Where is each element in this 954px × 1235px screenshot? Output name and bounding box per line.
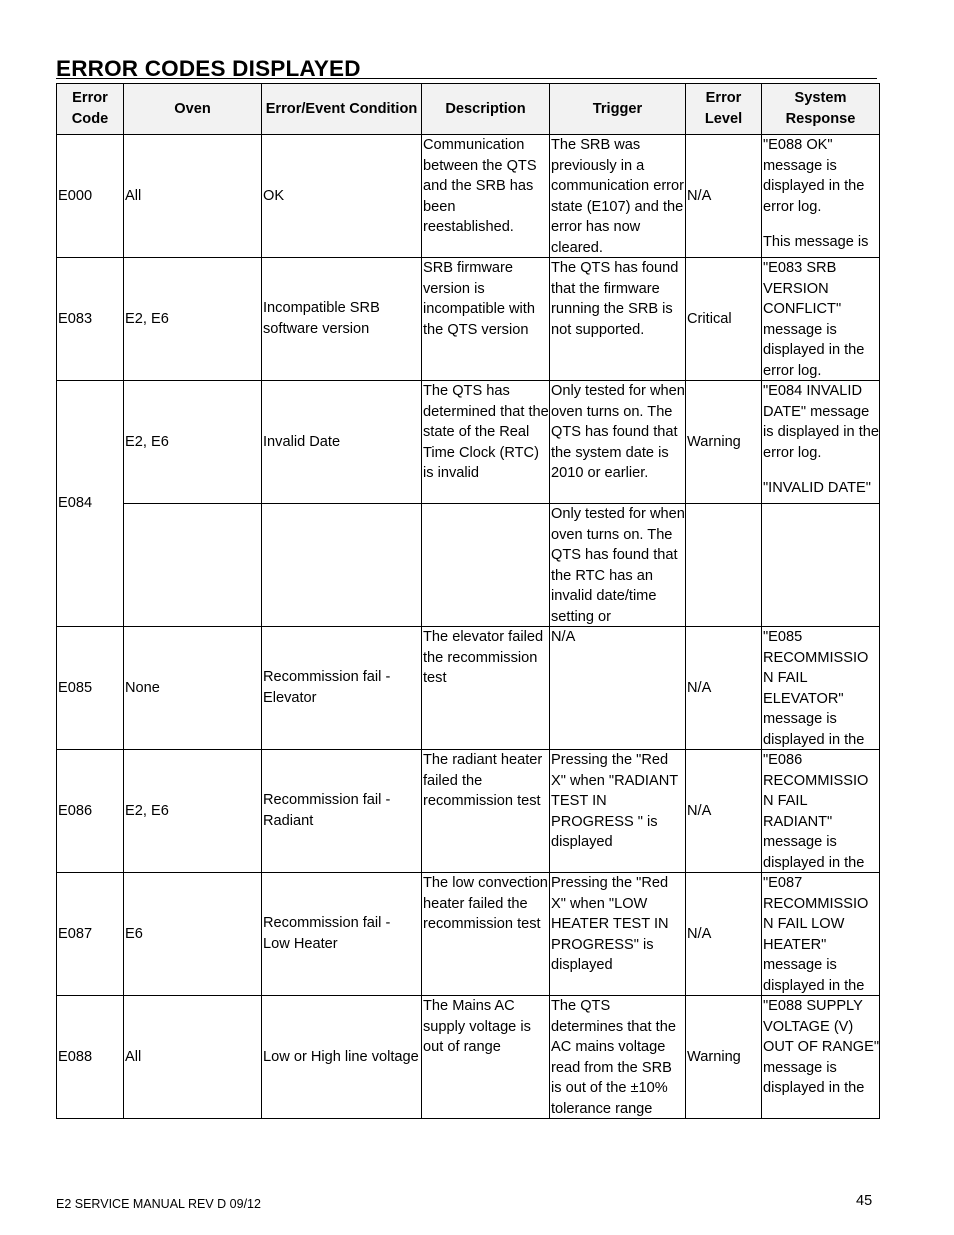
- cell-response: [762, 627, 880, 750]
- trigger-value: Pressing the "Red X" when "RADIANT TEST IN PROGRESS " is displayed: [551, 752, 678, 851]
- description-value: SRB firmware version is incompatible with the QTS version: [423, 260, 535, 338]
- error-code: E000: [58, 187, 93, 204]
- condition-value: Low or High line voltage: [263, 1048, 419, 1065]
- response-text-continued: This message is: [763, 234, 869, 251]
- cell-condition: [262, 750, 422, 873]
- page-number: 45: [856, 1193, 873, 1209]
- cell-level: [686, 381, 762, 504]
- cell-code: [57, 258, 124, 381]
- cell-response: [762, 504, 880, 627]
- table-row: [57, 996, 880, 1119]
- condition-value: Invalid Date: [263, 433, 341, 450]
- cell-code: [57, 135, 124, 258]
- level-value: N/A: [687, 802, 712, 819]
- cell-condition: [262, 258, 422, 381]
- cell-code: [57, 381, 124, 627]
- cell-level: [686, 996, 762, 1119]
- cell-trigger: [550, 135, 686, 258]
- cell-oven: [124, 750, 262, 873]
- cell-condition: [262, 381, 422, 504]
- level-value: Warning: [687, 1048, 741, 1065]
- footer-manual-revision: E2 SERVICE MANUAL REV D 09/12: [56, 1197, 261, 1211]
- response-text-continued: "INVALID DATE": [763, 480, 871, 497]
- cell-trigger: [550, 996, 686, 1119]
- condition-value: Recommission fail - Radiant: [263, 792, 391, 829]
- condition-value: Recommission fail - Low Heater: [263, 915, 391, 952]
- table-row: [57, 504, 880, 627]
- description-value: The QTS has determined that the state of the Real Time Clock (RTC) is invalid: [423, 383, 549, 482]
- trigger-value: The QTS has found that the firmware running the SRB is not supported.: [551, 260, 679, 338]
- oven-value: All: [125, 187, 142, 204]
- level-value: N/A: [687, 925, 712, 942]
- cell-oven: [124, 381, 262, 504]
- cell-condition: [262, 504, 422, 627]
- condition-value: Incompatible SRB software version: [263, 300, 380, 337]
- oven-value: None: [125, 679, 160, 696]
- cell-oven: [124, 996, 262, 1119]
- cell-description: [422, 627, 550, 750]
- table-row: [57, 258, 880, 381]
- cell-level: [686, 873, 762, 996]
- cell-level: [686, 504, 762, 627]
- description-value: The radiant heater failed the recommission test: [423, 752, 543, 810]
- header-oven: Oven: [124, 84, 262, 135]
- description-value: The elevator failed the recommission test: [423, 629, 544, 687]
- cell-level: [686, 750, 762, 873]
- cell-trigger: [550, 504, 686, 627]
- description-value: The Mains AC supply voltage is out of range: [423, 998, 531, 1056]
- cell-code: [57, 996, 124, 1119]
- response-value: [763, 381, 879, 503]
- error-code: E083: [58, 310, 93, 327]
- table-row: [57, 135, 880, 258]
- response-value: "E085 RECOMMISSIO N FAIL ELEVATOR" message is displayed in the: [763, 629, 869, 748]
- condition-value: Recommission fail - Elevator: [263, 669, 391, 706]
- header-condition: Error/Event Condition: [262, 84, 422, 135]
- table-row: [57, 873, 880, 996]
- response-value: "E087 RECOMMISSIO N FAIL LOW HEATER" message is displayed in the: [763, 875, 869, 994]
- header-error-code: Error Code: [57, 84, 124, 135]
- page-title: ERROR CODES DISPLAYED: [56, 56, 361, 81]
- cell-trigger: [550, 750, 686, 873]
- oven-value: All: [125, 1048, 142, 1065]
- cell-response: [762, 996, 880, 1119]
- response-value: [763, 135, 879, 257]
- table-row: [57, 627, 880, 750]
- trigger-value: Only tested for when oven turns on. The QTS has found that the RTC has an invalid date/time setting or: [551, 506, 685, 625]
- cell-description: [422, 873, 550, 996]
- level-value: N/A: [687, 679, 712, 696]
- oven-value: E2, E6: [125, 433, 169, 450]
- cell-oven: [124, 258, 262, 381]
- error-code: E087: [58, 925, 93, 942]
- response-value: "E088 SUPPLY VOLTAGE (V) OUT OF RANGE" message is displayed in the: [763, 998, 879, 1097]
- cell-condition: [262, 627, 422, 750]
- response-text: "E088 OK" message is displayed in the error log.: [763, 137, 865, 215]
- error-code: E085: [58, 679, 93, 696]
- cell-level: [686, 627, 762, 750]
- level-value: Critical: [687, 310, 732, 327]
- trigger-value: The QTS determines that the AC mains voltage read from the SRB is out of the ±10% tolerance range: [551, 998, 676, 1117]
- trigger-value: N/A: [551, 629, 576, 645]
- response-value: "E086 RECOMMISSIO N FAIL RADIANT" message is displayed in the: [763, 752, 869, 871]
- cell-response: [762, 258, 880, 381]
- header-row: [57, 84, 880, 135]
- cell-trigger: [550, 873, 686, 996]
- oven-value: E2, E6: [125, 802, 169, 819]
- cell-response: [762, 381, 880, 504]
- cell-description: [422, 996, 550, 1119]
- oven-value: E2, E6: [125, 310, 169, 327]
- error-codes-table: [56, 83, 880, 1119]
- cell-code: [57, 750, 124, 873]
- cell-description: [422, 381, 550, 504]
- cell-description: [422, 258, 550, 381]
- cell-description: [422, 135, 550, 258]
- oven-value: E6: [125, 925, 143, 942]
- cell-code: [57, 627, 124, 750]
- cell-oven: [124, 135, 262, 258]
- response-text: "E084 INVALID DATE" message is displayed in the error log.: [763, 383, 879, 461]
- cell-condition: [262, 996, 422, 1119]
- cell-trigger: [550, 381, 686, 504]
- cell-description: [422, 504, 550, 627]
- cell-response: [762, 873, 880, 996]
- title-underline: [56, 78, 877, 79]
- condition-value: OK: [263, 187, 285, 204]
- level-value: Warning: [687, 433, 741, 450]
- cell-trigger: [550, 627, 686, 750]
- trigger-value: Only tested for when oven turns on. The QTS has found that the system date is 2010 or earlier.: [551, 383, 685, 482]
- cell-trigger: [550, 258, 686, 381]
- description-value: Communication between the QTS and the SRB has been reestablished.: [423, 137, 537, 236]
- cell-condition: [262, 135, 422, 258]
- cell-description: [422, 750, 550, 873]
- error-code: E084: [58, 495, 93, 512]
- header-system-response: System Response: [762, 84, 880, 135]
- header-trigger: Trigger: [550, 84, 686, 135]
- header-description: Description: [422, 84, 550, 135]
- cell-response: [762, 750, 880, 873]
- trigger-value: The SRB was previously in a communication error state (E107) and the error has now cleared.: [551, 137, 685, 256]
- cell-oven: [124, 873, 262, 996]
- table-row: [57, 750, 880, 873]
- cell-oven: [124, 627, 262, 750]
- cell-level: [686, 258, 762, 381]
- error-code: E088: [58, 1048, 93, 1065]
- trigger-value: Pressing the "Red X" when "LOW HEATER TEST IN PROGRESS" is displayed: [551, 875, 669, 974]
- header-error-level: Error Level: [686, 84, 762, 135]
- response-value: "E083 SRB VERSION CONFLICT" message is displayed in the error log.: [763, 260, 865, 379]
- cell-oven: [124, 504, 262, 627]
- cell-code: [57, 873, 124, 996]
- cell-response: [762, 135, 880, 258]
- description-value: The low convection heater failed the recommission test: [423, 875, 548, 933]
- cell-level: [686, 135, 762, 258]
- error-code: E086: [58, 802, 93, 819]
- cell-condition: [262, 873, 422, 996]
- table-row: [57, 381, 880, 504]
- level-value: N/A: [687, 187, 712, 204]
